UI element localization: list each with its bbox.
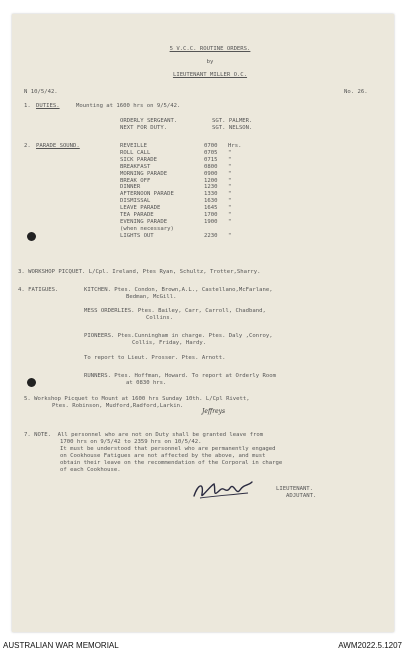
note-line-2: 1700 hrs on 9/5/42 to 2359 hrs on 10/5/42. (60, 439, 202, 445)
parade-row-unit: " (228, 149, 232, 156)
section-4-lead: 4. FATIGUES. (18, 287, 59, 293)
section-5-line-2: Ptes. Robinson, Mudford,Radford,Larkin. (52, 403, 184, 409)
parade-row-name: EVENING PARADE (120, 218, 168, 225)
parade-row-unit: " (228, 232, 232, 239)
pioneers-line-2: Collis, Friday, Hardy. (132, 340, 207, 346)
parade-row-time: 1630 (204, 198, 218, 205)
report-line: To report to Lieut. Prosser. Ptes. Arnott. (84, 355, 226, 361)
document-ref: N 10/5/42. (24, 89, 58, 95)
parade-row-unit: Hrs. (228, 143, 242, 149)
mess-line-2: Collins. (146, 315, 173, 321)
punch-hole (27, 232, 36, 241)
kitchen-line-2: Bedman, McGill. (126, 294, 177, 300)
section-3-line: 3. WORKSHOP PICQUET. L/Cpl. Ireland, Ptes Ryan, Schultz, Trotter,Sharry. (18, 269, 261, 275)
kitchen-line-1: KITCHEN. Ptes. Condon, Brown,A.L., Castellano,McFarlane, (84, 287, 273, 293)
parade-row-time: 1700 (204, 212, 218, 218)
next-for-duty-label: NEXT FOR DUTY. (120, 125, 168, 131)
footer-catalog-id: AWM2022.5.1207 (338, 641, 402, 650)
section-1-text: Mounting at 1600 hrs on 9/5/42. (76, 103, 181, 109)
parade-row-unit: " (228, 191, 232, 198)
parade-row-name: TEA PARADE (120, 212, 154, 218)
parade-row-name: REVEILLE (120, 143, 147, 149)
parade-row-time: 1230 (204, 184, 218, 191)
note-line-4: on Cookhouse Fatigues are not affected by the above, and must (60, 453, 266, 459)
parade-row-time: 0705 (204, 149, 218, 156)
handwritten-name: Jeffreys (202, 408, 226, 415)
document-issuer: LIEUTENANT MILLER O.C. (172, 72, 248, 78)
note-line-6: of each Cookhouse. (60, 467, 121, 473)
signatory-rank: LIEUTENANT. (276, 486, 314, 492)
parade-row-time: 0715 (204, 156, 218, 163)
document-page (12, 14, 394, 632)
parade-row-name: LEAVE PARADE (120, 205, 161, 212)
parade-row-unit: " (228, 184, 232, 191)
document-by: by (206, 59, 214, 65)
parade-row-name: BREAKFAST (120, 163, 151, 170)
parade-row-name: SICK PARADE (120, 156, 158, 163)
signature-scribble (190, 476, 260, 504)
parade-row-time: 1200 (204, 177, 218, 184)
signatory-role: ADJUTANT. (286, 493, 317, 499)
parade-row-name: DINNER (120, 184, 141, 191)
parade-row-unit: " (228, 163, 232, 170)
note-line-3: It must be understood that personnel who are permanently engaged (60, 446, 276, 452)
parade-row-time: 0900 (204, 170, 218, 177)
parade-row-unit: " (228, 212, 232, 218)
footer-source: AUSTRALIAN WAR MEMORIAL (3, 641, 119, 650)
parade-row-name: (when necessary) (120, 225, 174, 232)
section-5-line-1: 5. Workshop Picquet to Mount at 1600 hrs Sunday 10th. L/Cpl Rivett, (24, 396, 250, 402)
parade-row-name: LIGHTS OUT (120, 232, 154, 239)
section-1-number: 1. (24, 103, 31, 109)
parade-row-unit: " (228, 218, 232, 225)
parade-row-time: 0800 (204, 163, 218, 170)
footer-bar (0, 637, 406, 653)
document-number: No. 26. (344, 89, 368, 95)
note-line-1: 7. NOTE. All personnel who are not on Duty shall be granted leave from (24, 432, 264, 438)
parade-row-unit: " (228, 156, 232, 163)
punch-hole (27, 378, 36, 387)
mess-line-1: MESS ORDERLIES. Ptes. Bailey, Carr, Carroll, Chadband, (84, 308, 266, 314)
parade-row-time: 1645 (204, 205, 218, 212)
runners-line-2: at 0830 hrs. (126, 380, 167, 386)
document-title: 5 V.C.C. ROUTINE ORDERS. (169, 46, 251, 52)
parade-row-name: BREAK OFF (120, 177, 151, 184)
parade-row-time: 1330 (204, 191, 218, 198)
parade-row-name: AFTERNOON PARADE (120, 191, 174, 198)
section-2-heading: PARADE SOUND. (36, 143, 80, 149)
parade-row-time: 1900 (204, 218, 218, 225)
parade-row-unit: " (228, 177, 232, 184)
parade-row-name: DISMISSAL (120, 198, 151, 205)
parade-row-unit: " (228, 170, 232, 177)
parade-row-time: 0700 (204, 143, 218, 149)
runners-line-1: RUNNERS. Ptes. Hoffman, Howard. To report at Orderly Room (84, 373, 276, 379)
parade-row-name: MORNING PARADE (120, 170, 168, 177)
orderly-sergeant-value: SGT. PALMER. (212, 118, 253, 124)
parade-row-time: 2230 (204, 232, 218, 239)
pioneers-line-1: PIONEERS. Ptes.Cunningham in charge. Ptes. Daly ,Conroy, (84, 333, 273, 339)
section-2-number: 2. (24, 143, 31, 149)
section-1-heading: DUTIES. (36, 103, 60, 109)
note-line-5: obtain their leave on the recommendation of the Corporal in charge (60, 460, 283, 466)
parade-row-unit: " (228, 198, 232, 205)
orderly-sergeant-label: ORDERLY SERGEANT. (120, 118, 178, 124)
parade-row-unit: " (228, 205, 232, 212)
parade-row-name: ROLL CALL (120, 149, 151, 156)
next-for-duty-value: SGT. NELSON. (212, 125, 253, 131)
